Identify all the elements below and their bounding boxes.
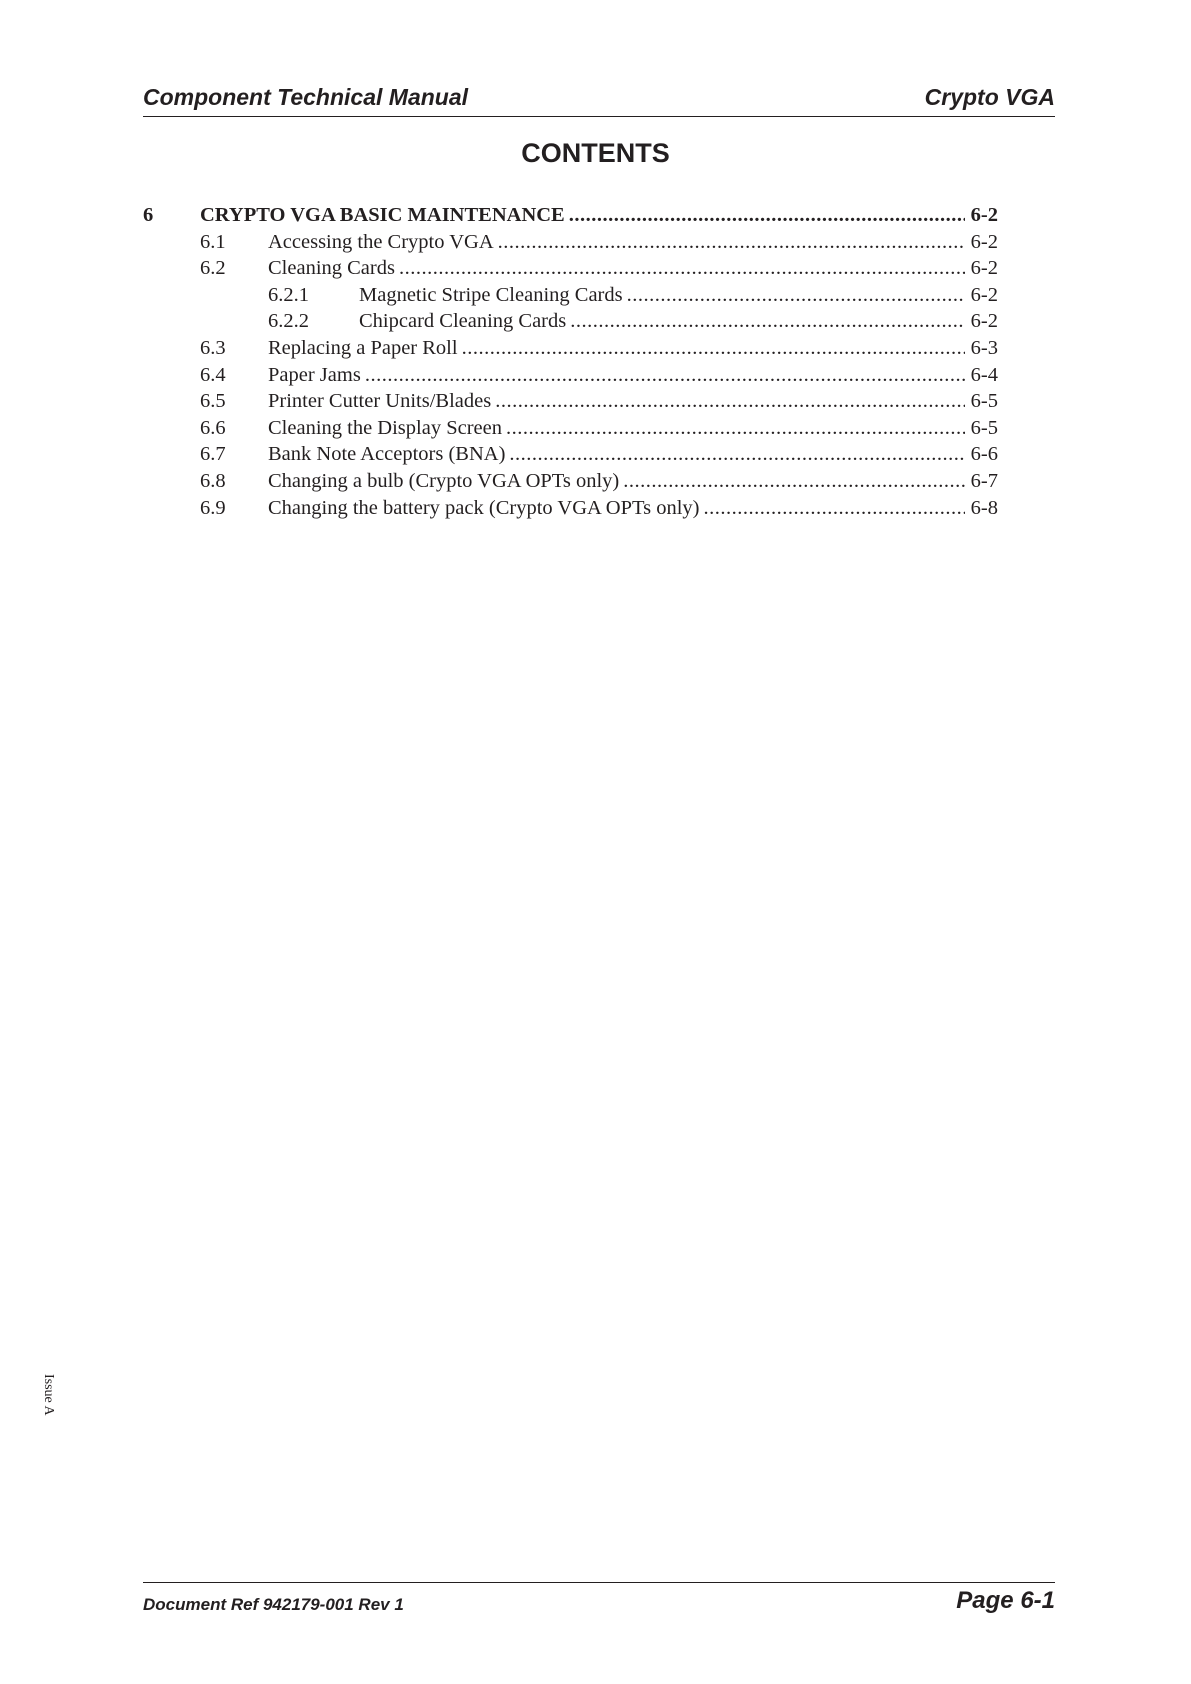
page-number: Page 6-1 <box>956 1587 1055 1614</box>
issue-label: Issue A <box>41 1374 56 1416</box>
toc-entry-title: Accessing the Crypto VGA <box>268 229 498 256</box>
toc-entry[interactable] <box>143 335 998 362</box>
toc-entry-number: 6.2.2 <box>268 310 309 333</box>
toc-entry-number: 6.7 <box>200 443 226 466</box>
toc-entry-number: 6.8 <box>200 469 226 492</box>
page-footer <box>143 1582 1055 1623</box>
toc-entry-page: 6-2 <box>970 310 998 333</box>
toc-entry-page: 6-2 <box>970 204 998 226</box>
product-name: Crypto VGA <box>924 84 1055 110</box>
toc-entry-page: 6-3 <box>970 336 998 359</box>
toc-entry-page: 6-5 <box>970 416 998 439</box>
dot-leader <box>570 308 964 335</box>
dot-leader <box>569 202 965 229</box>
toc-entry[interactable] <box>143 255 998 282</box>
toc-entry-number: 6 <box>143 204 154 226</box>
toc-entry-number: 6.2 <box>200 257 226 280</box>
dot-leader <box>462 335 965 362</box>
toc-entry-page: 6-2 <box>970 283 998 306</box>
dot-leader <box>627 282 965 309</box>
toc-entry[interactable] <box>143 282 998 309</box>
toc-entry[interactable] <box>143 495 998 522</box>
toc-entry-title: Printer Cutter Units/Blades <box>268 388 495 415</box>
toc-entry-title: Cleaning Cards <box>268 255 399 282</box>
toc-entry[interactable] <box>143 441 998 468</box>
table-of-contents <box>143 202 998 521</box>
dot-leader <box>365 362 965 389</box>
toc-entry[interactable] <box>143 229 998 256</box>
toc-entry-page: 6-2 <box>970 230 998 253</box>
toc-entry-title: Changing a bulb (Crypto VGA OPTs only) <box>268 468 623 495</box>
dot-leader <box>399 255 965 282</box>
toc-entry-title: Magnetic Stripe Cleaning Cards <box>359 282 627 309</box>
toc-entry[interactable] <box>143 468 998 495</box>
dot-leader <box>703 495 964 522</box>
toc-entry-title: Chipcard Cleaning Cards <box>359 308 570 335</box>
toc-entry-title: Changing the battery pack (Crypto VGA OPTs only) <box>268 495 703 522</box>
toc-entry[interactable] <box>143 388 998 415</box>
dot-leader <box>498 229 965 256</box>
dot-leader <box>509 441 964 468</box>
toc-entry-number: 6.1 <box>200 230 226 253</box>
toc-entry-title: Bank Note Acceptors (BNA) <box>268 441 509 468</box>
page-header <box>143 82 1055 117</box>
toc-entry-number: 6.9 <box>200 496 226 519</box>
dot-leader <box>623 468 964 495</box>
dot-leader <box>495 388 964 415</box>
toc-entry-page: 6-8 <box>970 496 998 519</box>
toc-entry-page: 6-6 <box>970 443 998 466</box>
toc-entry-number: 6.5 <box>200 390 226 413</box>
toc-entry[interactable] <box>143 202 998 229</box>
toc-entry-title: Replacing a Paper Roll <box>268 335 462 362</box>
toc-entry[interactable] <box>143 308 998 335</box>
toc-entry-title: Paper Jams <box>268 362 365 389</box>
page-title: CONTENTS <box>521 138 670 168</box>
toc-entry-number: 6.4 <box>200 363 226 386</box>
toc-entry-number: 6.2.1 <box>268 283 309 306</box>
toc-entry-page: 6-7 <box>970 469 998 492</box>
dot-leader <box>506 415 965 442</box>
manual-title: Component Technical Manual <box>143 84 469 110</box>
toc-entry[interactable] <box>143 415 998 442</box>
toc-entry-title: CRYPTO VGA BASIC MAINTENANCE <box>200 202 569 229</box>
toc-entry-page: 6-5 <box>970 390 998 413</box>
toc-entry-title: Cleaning the Display Screen <box>268 415 506 442</box>
toc-entry-page: 6-2 <box>970 257 998 280</box>
toc-entry-number: 6.3 <box>200 336 226 359</box>
toc-entry[interactable] <box>143 362 998 389</box>
toc-entry-page: 6-4 <box>970 363 998 386</box>
toc-entry-number: 6.6 <box>200 416 226 439</box>
document-reference: Document Ref 942179-001 Rev 1 <box>143 1595 404 1614</box>
